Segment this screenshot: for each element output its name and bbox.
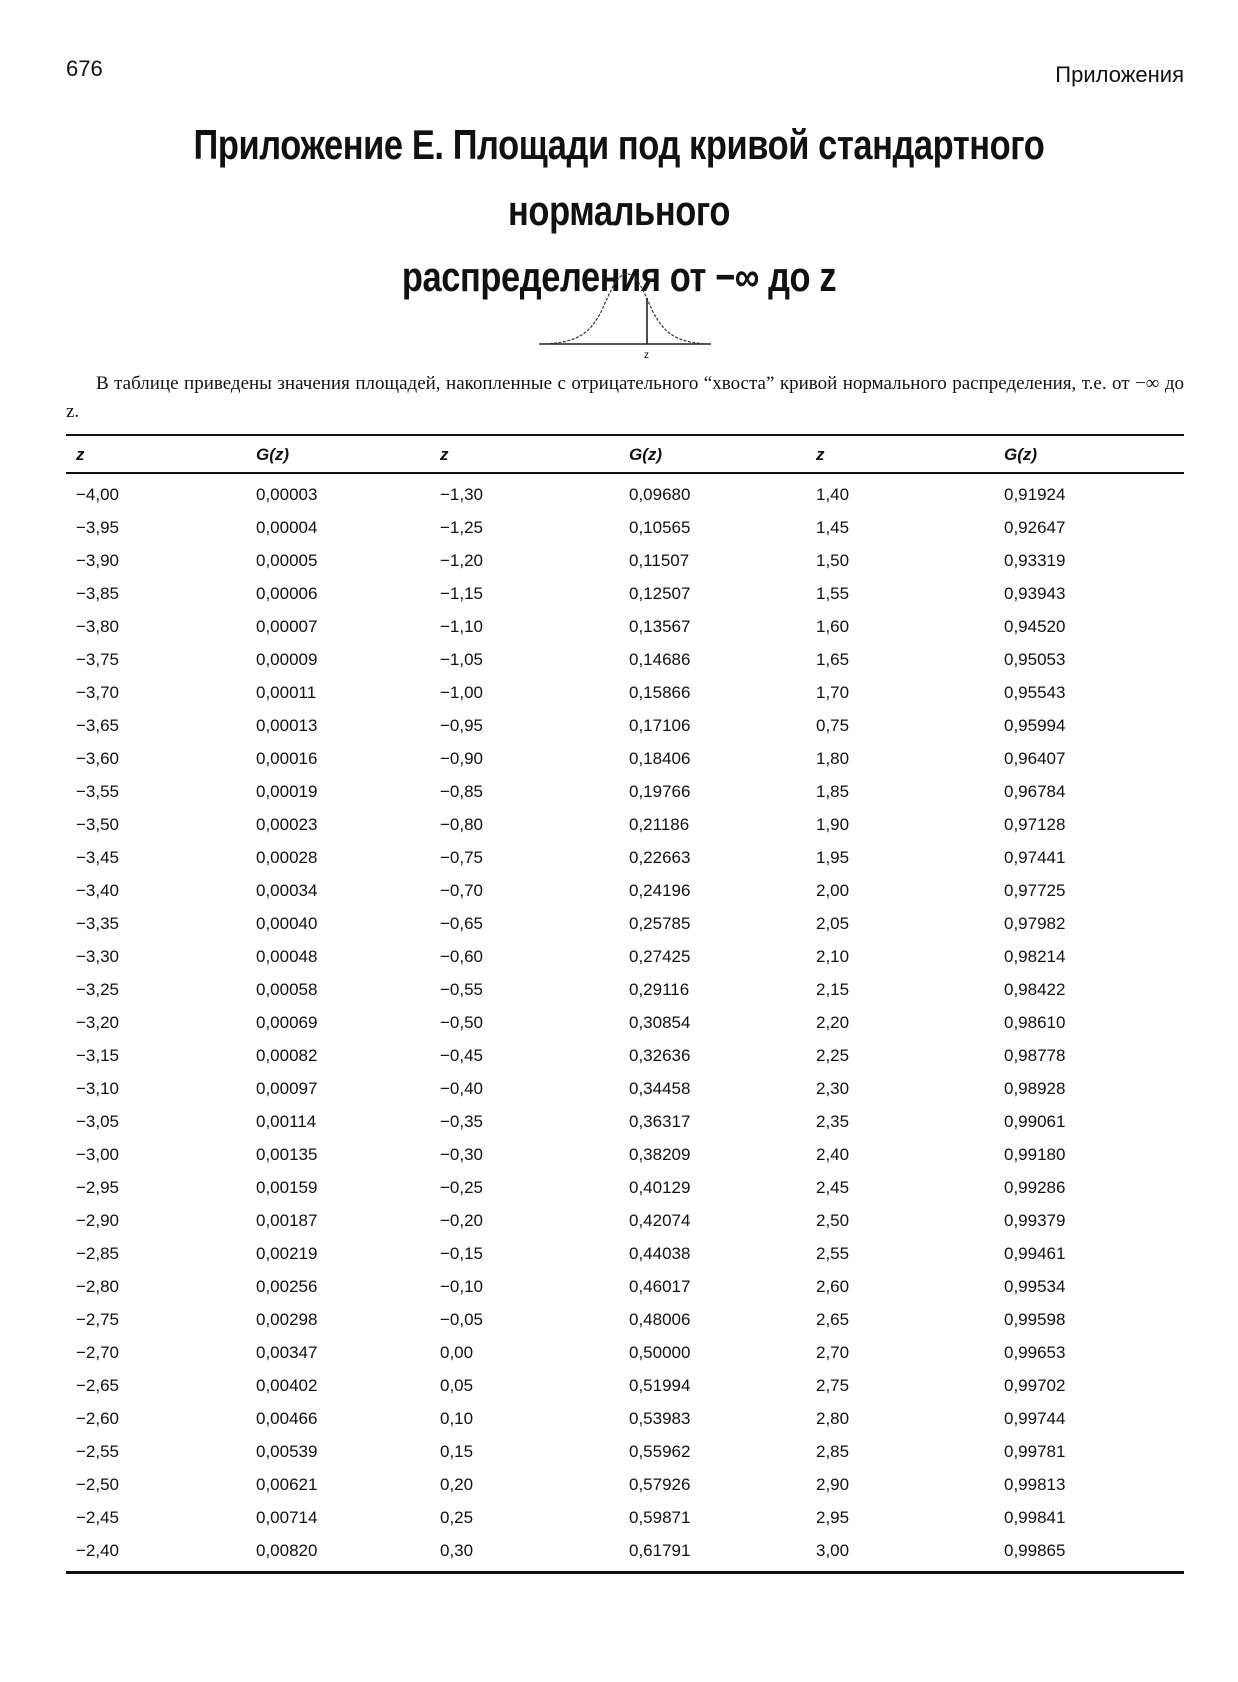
table-row	[66, 1468, 1184, 1501]
cell-gz-3: 0,99702	[1004, 1375, 1066, 1395]
cell-gz-1: 0,00298	[256, 1309, 318, 1329]
column-header-z-2: z	[440, 438, 629, 473]
cell-z-2: −1,25	[440, 517, 484, 537]
cell-gz-2: 0,57926	[629, 1474, 691, 1494]
table-row	[66, 1534, 1184, 1567]
cell-gz-2: 0,10565	[629, 517, 691, 537]
cell-gz-2: 0,53983	[629, 1408, 691, 1428]
cell-gz-3: 0,95543	[1004, 682, 1066, 702]
cell-z-1: −2,65	[76, 1375, 120, 1395]
cell-z-1: −3,00	[76, 1144, 120, 1164]
cell-z-1: −3,40	[76, 880, 120, 900]
cell-z-1: −3,25	[76, 979, 120, 999]
cell-gz-3: 0,96407	[1004, 748, 1066, 768]
cell-z-3: 2,75	[816, 1375, 850, 1395]
cell-z-2: −1,05	[440, 649, 484, 669]
cell-gz-3: 0,98778	[1004, 1045, 1066, 1065]
cell-gz-2: 0,30854	[629, 1012, 691, 1032]
cell-gz-3: 0,92647	[1004, 517, 1066, 537]
table-bottom-rule	[66, 1571, 1184, 1574]
table-row	[66, 1006, 1184, 1039]
cell-z-2: −0,85	[440, 781, 484, 801]
cell-gz-1: 0,00058	[256, 979, 318, 999]
cell-z-1: −2,75	[76, 1309, 120, 1329]
cell-z-3: 2,90	[816, 1474, 850, 1494]
cell-gz-1: 0,00023	[256, 814, 318, 834]
cell-z-1: −3,30	[76, 946, 120, 966]
table-row	[66, 742, 1184, 775]
cell-z-3: 1,60	[816, 616, 850, 636]
cell-z-3: 2,70	[816, 1342, 850, 1362]
cell-gz-3: 0,97128	[1004, 814, 1066, 834]
cell-gz-3: 0,95994	[1004, 715, 1066, 735]
normal-curve-figure	[535, 268, 715, 360]
cell-gz-1: 0,00219	[256, 1243, 318, 1263]
table-header-row	[66, 438, 1184, 473]
cell-gz-3: 0,99813	[1004, 1474, 1066, 1494]
cell-gz-2: 0,50000	[629, 1342, 691, 1362]
cell-z-3: 2,45	[816, 1177, 850, 1197]
cell-gz-3: 0,99061	[1004, 1111, 1066, 1131]
cell-gz-1: 0,00820	[256, 1540, 318, 1560]
column-header-gz-1: G(z)	[256, 438, 440, 473]
cell-gz-2: 0,14686	[629, 649, 691, 669]
cell-z-3: 2,50	[816, 1210, 850, 1230]
cell-gz-2: 0,40129	[629, 1177, 691, 1197]
cell-gz-2: 0,18406	[629, 748, 691, 768]
table-row	[66, 709, 1184, 742]
table-row	[66, 1435, 1184, 1468]
title-line-2: распределения от −∞ до z	[401, 253, 837, 300]
table-row	[66, 841, 1184, 874]
cell-z-3: 1,40	[816, 484, 850, 504]
cell-z-2: −0,75	[440, 847, 484, 867]
cell-gz-1: 0,00007	[256, 616, 318, 636]
table-row	[66, 808, 1184, 841]
cell-z-3: 1,70	[816, 682, 850, 702]
cell-gz-1: 0,00028	[256, 847, 318, 867]
cell-z-3: 1,80	[816, 748, 850, 768]
cell-z-3: 2,15	[816, 979, 850, 999]
table-row	[66, 577, 1184, 610]
cell-gz-1: 0,00004	[256, 517, 318, 537]
cell-z-3: 2,40	[816, 1144, 850, 1164]
cell-gz-2: 0,24196	[629, 880, 691, 900]
cell-gz-2: 0,12507	[629, 583, 691, 603]
cell-z-2: −0,90	[440, 748, 484, 768]
cell-z-2: 0,25	[440, 1507, 474, 1527]
cell-z-3: 2,10	[816, 946, 850, 966]
cell-z-1: −2,90	[76, 1210, 120, 1230]
cell-gz-1: 0,00187	[256, 1210, 318, 1230]
cell-gz-1: 0,00013	[256, 715, 318, 735]
table-row	[66, 874, 1184, 907]
cell-z-2: −0,30	[440, 1144, 484, 1164]
cell-z-3: 1,85	[816, 781, 850, 801]
cell-gz-2: 0,38209	[629, 1144, 691, 1164]
cell-z-2: 0,30	[440, 1540, 474, 1560]
cell-gz-3: 0,99286	[1004, 1177, 1066, 1197]
cell-gz-1: 0,00048	[256, 946, 318, 966]
cell-z-2: −0,15	[440, 1243, 484, 1263]
cell-gz-3: 0,96784	[1004, 781, 1066, 801]
column-header-gz-2: G(z)	[629, 438, 816, 473]
cell-gz-2: 0,46017	[629, 1276, 691, 1296]
table-row	[66, 1138, 1184, 1171]
cell-gz-2: 0,25785	[629, 913, 691, 933]
cell-z-2: −1,20	[440, 550, 484, 570]
cell-z-3: 1,95	[816, 847, 850, 867]
title-line-1: Приложение Е. Площади под кривой стандартного нормального	[193, 121, 1045, 234]
cell-z-1: −3,20	[76, 1012, 120, 1032]
cell-gz-1: 0,00347	[256, 1342, 318, 1362]
cell-z-2: 0,20	[440, 1474, 474, 1494]
cell-z-1: −3,65	[76, 715, 120, 735]
cell-z-2: 0,00	[440, 1342, 474, 1362]
cell-z-1: −2,55	[76, 1441, 120, 1461]
cell-z-3: 1,55	[816, 583, 850, 603]
table-row	[66, 1171, 1184, 1204]
table-row	[66, 973, 1184, 1006]
cell-gz-2: 0,36317	[629, 1111, 691, 1131]
cell-gz-3: 0,99865	[1004, 1540, 1066, 1560]
cell-z-3: 2,05	[816, 913, 850, 933]
cell-z-1: −3,95	[76, 517, 120, 537]
table-row	[66, 1336, 1184, 1369]
cell-gz-2: 0,19766	[629, 781, 691, 801]
cell-z-2: −0,50	[440, 1012, 484, 1032]
cell-z-3: 3,00	[816, 1540, 850, 1560]
cell-gz-2: 0,29116	[629, 979, 690, 999]
cell-z-3: 2,20	[816, 1012, 850, 1032]
cell-z-2: −0,55	[440, 979, 484, 999]
cell-gz-2: 0,34458	[629, 1078, 691, 1098]
cell-gz-1: 0,00034	[256, 880, 318, 900]
cell-gz-1: 0,00402	[256, 1375, 318, 1395]
running-head: Приложения	[1055, 62, 1184, 87]
cell-z-1: −2,60	[76, 1408, 120, 1428]
cell-z-3: 1,90	[816, 814, 850, 834]
cell-z-2: −1,15	[440, 583, 484, 603]
cell-z-1: −2,70	[76, 1342, 120, 1362]
table-row	[66, 610, 1184, 643]
cell-gz-3: 0,97725	[1004, 880, 1066, 900]
cell-gz-3: 0,94520	[1004, 616, 1066, 636]
cell-gz-2: 0,27425	[629, 946, 691, 966]
cell-z-3: 2,00	[816, 880, 850, 900]
cell-gz-3: 0,98610	[1004, 1012, 1066, 1032]
cell-z-1: −3,75	[76, 649, 120, 669]
cell-gz-1: 0,00159	[256, 1177, 318, 1197]
cell-z-2: −0,65	[440, 913, 484, 933]
cell-z-1: −2,95	[76, 1177, 120, 1197]
cell-z-2: −1,00	[440, 682, 484, 702]
table-row	[66, 1369, 1184, 1402]
cell-gz-2: 0,09680	[629, 484, 691, 504]
cell-z-3: 2,85	[816, 1441, 850, 1461]
cell-gz-2: 0,17106	[629, 715, 691, 735]
cell-z-1: −3,10	[76, 1078, 120, 1098]
cell-gz-1: 0,00135	[256, 1144, 318, 1164]
table-row	[66, 775, 1184, 808]
table-row	[66, 1303, 1184, 1336]
cell-gz-3: 0,97982	[1004, 913, 1066, 933]
cell-gz-2: 0,15866	[629, 682, 691, 702]
cell-z-3: 2,30	[816, 1078, 850, 1098]
cell-z-1: −2,50	[76, 1474, 120, 1494]
cell-z-3: 1,50	[816, 550, 850, 570]
cell-gz-1: 0,00003	[256, 484, 318, 504]
table-row	[66, 511, 1184, 544]
cell-z-1: −3,05	[76, 1111, 120, 1131]
cell-gz-2: 0,48006	[629, 1309, 691, 1329]
cell-z-1: −3,80	[76, 616, 120, 636]
cell-gz-3: 0,93319	[1004, 550, 1066, 570]
cell-z-2: −0,60	[440, 946, 484, 966]
cell-z-2: −0,70	[440, 880, 484, 900]
cell-gz-1: 0,00621	[256, 1474, 318, 1494]
cell-gz-1: 0,00006	[256, 583, 318, 603]
cell-z-3: 2,60	[816, 1276, 850, 1296]
table-row	[66, 1270, 1184, 1303]
cell-gz-2: 0,22663	[629, 847, 691, 867]
cell-z-3: 2,35	[816, 1111, 850, 1131]
cell-z-3: 1,65	[816, 649, 850, 669]
cell-gz-1: 0,00082	[256, 1045, 318, 1065]
cell-z-3: 2,80	[816, 1408, 850, 1428]
cell-z-3: 2,95	[816, 1507, 850, 1527]
cell-z-1: −2,40	[76, 1540, 120, 1560]
cell-gz-2: 0,51994	[629, 1375, 691, 1395]
cell-z-1: −4,00	[76, 484, 120, 504]
cell-gz-2: 0,42074	[629, 1210, 691, 1230]
cell-z-1: −3,70	[76, 682, 120, 702]
normal-curve	[545, 274, 707, 344]
intro-paragraph: В таблице приведены значения площадей, накопленные с отрицательного “хвоста” кривой нормального распределения, т.е. от −∞ до z.	[66, 373, 1184, 422]
cell-gz-2: 0,44038	[629, 1243, 691, 1263]
cell-gz-2: 0,32636	[629, 1045, 691, 1065]
cell-gz-3: 0,99744	[1004, 1408, 1066, 1428]
cell-z-1: −3,15	[76, 1045, 120, 1065]
column-header-gz-3: G(z)	[1004, 438, 1184, 473]
cell-gz-3: 0,97441	[1004, 847, 1066, 867]
cell-gz-3: 0,99598	[1004, 1309, 1066, 1329]
cell-gz-3: 0,98214	[1004, 946, 1066, 966]
cell-z-2: −0,10	[440, 1276, 484, 1296]
table-top-rule	[66, 434, 1184, 436]
cell-z-2: −0,25	[440, 1177, 484, 1197]
table-row	[66, 1039, 1184, 1072]
figure-z-label: z	[644, 350, 649, 360]
table-row	[66, 1105, 1184, 1138]
cell-z-1: −3,60	[76, 748, 120, 768]
cell-gz-3: 0,93943	[1004, 583, 1066, 603]
cell-z-1: −3,55	[76, 781, 120, 801]
table-row	[66, 1402, 1184, 1435]
table-row	[66, 643, 1184, 676]
table-row	[66, 544, 1184, 577]
cell-z-1: −2,85	[76, 1243, 120, 1263]
cell-gz-2: 0,59871	[629, 1507, 691, 1527]
cell-gz-1: 0,00256	[256, 1276, 318, 1296]
cell-gz-1: 0,00539	[256, 1441, 318, 1461]
table-row	[66, 473, 1184, 511]
table-row	[66, 1237, 1184, 1270]
cell-gz-1: 0,00009	[256, 649, 318, 669]
table-row	[66, 940, 1184, 973]
cell-gz-3: 0,98422	[1004, 979, 1066, 999]
cell-z-3: 2,25	[816, 1045, 850, 1065]
cell-z-1: −2,45	[76, 1507, 120, 1527]
cell-gz-3: 0,99841	[1004, 1507, 1066, 1527]
cell-z-3: 1,45	[816, 517, 850, 537]
cell-z-2: −0,35	[440, 1111, 484, 1131]
page-number: 676	[66, 56, 103, 81]
cell-gz-3: 0,99461	[1004, 1243, 1066, 1263]
cell-gz-1: 0,00040	[256, 913, 318, 933]
cell-gz-1: 0,00466	[256, 1408, 318, 1428]
cell-z-2: 0,15	[440, 1441, 474, 1461]
cell-z-3: 2,65	[816, 1309, 850, 1329]
cell-z-1: −3,35	[76, 913, 120, 933]
cell-z-2: −0,20	[440, 1210, 484, 1230]
cell-z-2: −1,10	[440, 616, 484, 636]
table-row	[66, 1072, 1184, 1105]
cell-z-2: −0,80	[440, 814, 484, 834]
column-header-z-3: z	[816, 438, 1004, 473]
cell-gz-1: 0,00005	[256, 550, 318, 570]
cell-gz-1: 0,00011	[256, 682, 317, 702]
cell-gz-2: 0,55962	[629, 1441, 691, 1461]
cell-gz-3: 0,95053	[1004, 649, 1066, 669]
cell-z-1: −2,80	[76, 1276, 120, 1296]
table-row	[66, 907, 1184, 940]
table-row	[66, 1501, 1184, 1534]
cell-z-2: 0,10	[440, 1408, 474, 1428]
cell-gz-3: 0,99653	[1004, 1342, 1066, 1362]
cell-gz-1: 0,00097	[256, 1078, 318, 1098]
cell-z-2: −0,95	[440, 715, 484, 735]
cell-gz-3: 0,99781	[1004, 1441, 1066, 1461]
cell-z-3: 2,55	[816, 1243, 850, 1263]
table-row	[66, 1204, 1184, 1237]
cell-z-1: −3,90	[76, 550, 120, 570]
cell-gz-3: 0,91924	[1004, 484, 1066, 504]
cell-z-2: −0,05	[440, 1309, 484, 1329]
cell-gz-1: 0,00069	[256, 1012, 318, 1032]
cell-gz-3: 0,99534	[1004, 1276, 1066, 1296]
cell-gz-1: 0,00714	[256, 1507, 318, 1527]
cell-z-2: −0,45	[440, 1045, 484, 1065]
cell-z-2: −0,40	[440, 1078, 484, 1098]
cell-z-1: −3,45	[76, 847, 120, 867]
cell-z-1: −3,85	[76, 583, 120, 603]
cell-gz-1: 0,00114	[256, 1111, 317, 1131]
cell-gz-3: 0,99379	[1004, 1210, 1066, 1230]
table-row	[66, 676, 1184, 709]
column-header-z-1: z	[66, 438, 256, 473]
cell-z-2: 0,05	[440, 1375, 474, 1395]
cell-z-2: −1,30	[440, 484, 484, 504]
cell-gz-2: 0,61791	[629, 1540, 691, 1560]
cell-gz-2: 0,21186	[629, 814, 690, 834]
cell-z-1: −3,50	[76, 814, 120, 834]
cell-gz-1: 0,00016	[256, 748, 318, 768]
cell-gz-1: 0,00019	[256, 781, 318, 801]
cell-gz-2: 0,13567	[629, 616, 691, 636]
cell-z-3: 0,75	[816, 715, 850, 735]
normal-distribution-table	[66, 434, 1184, 1574]
cell-gz-3: 0,98928	[1004, 1078, 1066, 1098]
cell-gz-3: 0,99180	[1004, 1144, 1066, 1164]
cell-gz-2: 0,11507	[629, 550, 690, 570]
